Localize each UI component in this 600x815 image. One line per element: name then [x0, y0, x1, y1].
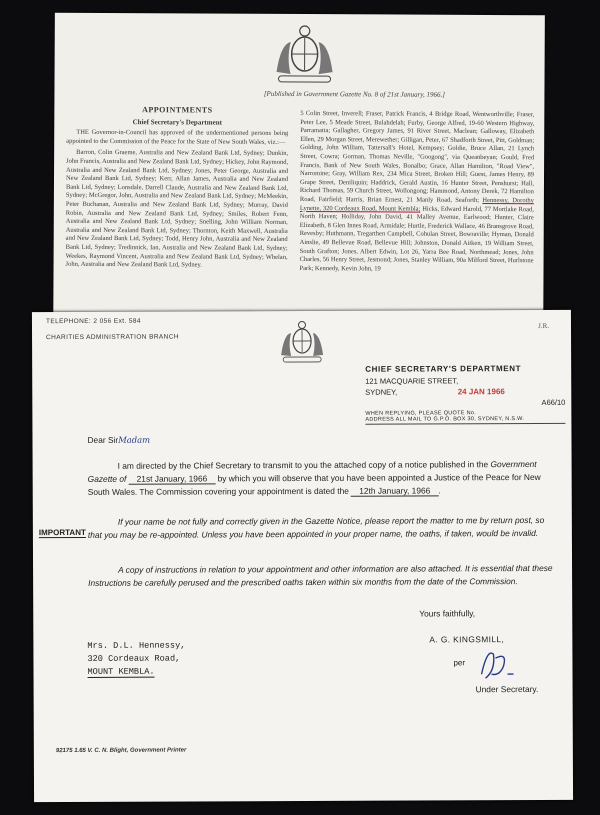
addressee-town: MOUNT KEMBLA. [87, 666, 155, 677]
signatory-title: Under Secretary. [475, 683, 539, 695]
coat-of-arms-icon [268, 22, 340, 88]
paragraph-important [88, 514, 558, 542]
gazette-subheading: Chief Secretary's Department [132, 117, 222, 127]
commission-date-field: 12th January, 1966 [351, 485, 438, 496]
telephone-line: TELEPHONE: 2 056 Ext. 584 [45, 317, 141, 326]
gazette-right-column [300, 110, 535, 275]
branch-name: CHARITIES ADMINISTRATION BRANCH [46, 333, 179, 342]
paragraph-instructions [88, 562, 558, 590]
important-label: IMPORTANT [38, 527, 86, 538]
gazette-right-list-after: Hicks, Edward Harold, 77 Mortlake Road, North Haven; Holliday, John David, 41 Malley Avenue, Earlwood; Hunter, Claire Elizabeth, 8 Glen Innes Road, Armidale; Hurtle, Frederick Wallace, 46 Bransgrove Road, Revesby; Huthmann, Tregarthen Campbell, Cohulan Street, Bowraville; Hyman, Donald Ainslie, 49 Bellevue Road, Bellevue Hill; Johnston, Donald Aitken, 19 William Street, South Grafton; Jones, Albert Edwin, Lot 26, Yarra Bee Road, Northmead; Jones, John Charles, 56 Henry Street, Jesmond; Jones, Stanley William, 90a Milford Street, Hurlstone Park; Kennedy, Kevin John, 19 [299, 205, 534, 273]
addressee-name: Mrs. D.L. Hennessy, [87, 640, 186, 651]
gazette-intro: THE Governor-in-Council has approved of the undermentioned persons being appointed to the Commission of the Peace for the State of New South Wales, viz.:— [66, 129, 289, 146]
closing: Yours faithfully, [419, 608, 476, 619]
address-note: ADDRESS ALL MAIL TO G.P.O. BOX 30, SYDNEY, N.S.W. [365, 416, 565, 425]
salutation [87, 434, 150, 447]
department-street: 121 MACQUARIE STREET, [365, 376, 459, 386]
gazette-left-list: Barron, Colin Graeme, Australia and New Zealand Bank Ltd, Sydney; Dunkin, John Francis, Australia and New Zealand Bank Ltd, Sydney; Hickey, John Raymond, Australia and New Zealand Bank Ltd, Sydney; Jones, Peter George, Australia and New Zealand Bank Ltd, Sydney; Kerr, Allan James, Australia and New Zealand Bank Ltd, Sydney; Lonsdale, Darrell Claude, Australia and New Zealand Bank Ltd, Sydney; McGregor, John, Australia and New Zealand Bank Ltd, Sydney; McMeekin, Peter Buchanan, Australia and New Zealand Bank Ltd, Sydney; Murray, David Robin, Australia and New Zealand Bank Ltd, Sydney; Smiles, Robert Fenn, Australia and New Zealand Bank Ltd, Sydney; Snelling, John William Norman, Australia and New Zealand Bank Ltd, Sydney; Thornton, Keith Maxwell, Australia and New Zealand Bank Ltd, Sydney; Todd, Henry John, Australia and New Zealand Bank Ltd, Sydney; Tredinnick, Ian, Australia and New Zealand Bank Ltd, Sydney; Weekes, Raymond Vincent, Australia and New Zealand Bank Ltd, Sydney; Whelan, John, Australia and New Zealand Bank Ltd, Sydney. [65, 149, 289, 269]
hennessy-entry: Hennessy, Dorothy Lynette, 320 Cordeaux Road, Mount Kembla; [299, 196, 534, 213]
department-block [365, 364, 565, 425]
gazette-clipping [53, 13, 545, 346]
gazette-date-field: 21st January, 1966 [129, 473, 216, 484]
per-label: per [453, 658, 466, 668]
reference-number: A66/10 [541, 397, 566, 407]
gazette-right-list-before: 5 Colin Street, Inverell; Fraser, Patrick Francis, 4 Bridge Road, Wentworthville; Fraser, Peter Lee, 5 Meade Street, Bulahdelah; Furby, George Alfred, 19-60 Western Highway, Parramatta; Gallagher, Gregory James, 91 River Street, Maclean; Galloway, Elizabeth Ellen, 29 Morgan Street, Merewether; Gilligan, Peter, 67 Shadforth Street, Pitt, Goldman; Golding, John William, Tattersall's Hotel, Kempsey; Goldie, Bruce Allan, 21 Lynch Street, Cowra; Gorman, Thomas Neville, "Googong", via Queanbeyan; Gould, Fred Francis, Bank of New South Wales, Bonalbo; Grace, Allan Hamilton, "Road View", Narromine; Gray, William Rex, 234 Mica Street, Broken Hill; Guest, James Henry, 89 Grape Street, Deniliquin; Haddrick, Gerald Austin, 16 Hunter Street, Penshurst; Hall, Richard Thomas, 59 Church Street, Wollongong; Hammond, Antony Derek, 72 Hamilton Road, Fairfield; Harris, Brian Ernest, 21 Manly Road, Seaforth; [299, 110, 535, 204]
p3-text: A copy of instructions in relation to your appointment and other information are also attached. It is essential that these Instructions be carefully perused and the prescribed oaths taken within six months from the date of the Commission. [88, 562, 553, 588]
reference-row [365, 398, 565, 408]
appointment-letter [32, 310, 573, 802]
gazette-heading: APPOINTMENTS [142, 105, 213, 115]
p2-text: If your name be not fully and correctly given in the Gazette Notice, please report the matter to me by return post, so that you may be re-appointed. Unless you have been appointed in your proper name, the oaths, if taken, would be invalid. [87, 514, 545, 540]
signatory-name: A. G. KINGSMILL, [429, 634, 505, 645]
addressee-block [87, 640, 185, 679]
reply-note: WHEN REPLYING, PLEASE QUOTE No. [365, 410, 477, 417]
department-name: CHIEF SECRETARY'S DEPARTMENT [365, 364, 522, 374]
p1-part-c: by which you will observe that you have been appointed a Justice of the Peace for New South Wales. The Commission covering your appointment is dated the [87, 471, 541, 497]
gazette-left-column [66, 106, 289, 274]
p1-part-a: I am directed by the Chief Secretary to transmit to you the attached copy of a notice published in the [117, 459, 489, 471]
salutation-prefix: Dear Sir [87, 434, 119, 445]
printer-line: 92175 1.65 V. C. N. Blight, Government Printer [55, 747, 187, 755]
signature-icon [473, 644, 533, 684]
salutation-handwritten: Madam [118, 434, 151, 445]
file-initials: J.R. [538, 321, 550, 330]
letterhead-crest-icon [276, 319, 328, 365]
paragraph-notice: I am directed by the Chief Secretary to transmit to you the attached copy of a notice published in the Government Gazette of 21st January, 1966 by which you will observe that you have been appointed a Justice of the Peace for New South Wales. The Commission covering your appointment is dated the 12th January, 1966 . [87, 458, 541, 497]
city-date-row [365, 387, 565, 397]
gazette-header: [Published in Government Gazette No. 8 of 21st January, 1966.] [263, 89, 446, 99]
p1-part-b: Government Gazette of [87, 458, 537, 484]
date-stamp: 24 JAN 1966 [457, 387, 505, 397]
department-city: SYDNEY, [365, 387, 398, 397]
addressee-street: 320 Cordeaux Road, [87, 653, 181, 664]
